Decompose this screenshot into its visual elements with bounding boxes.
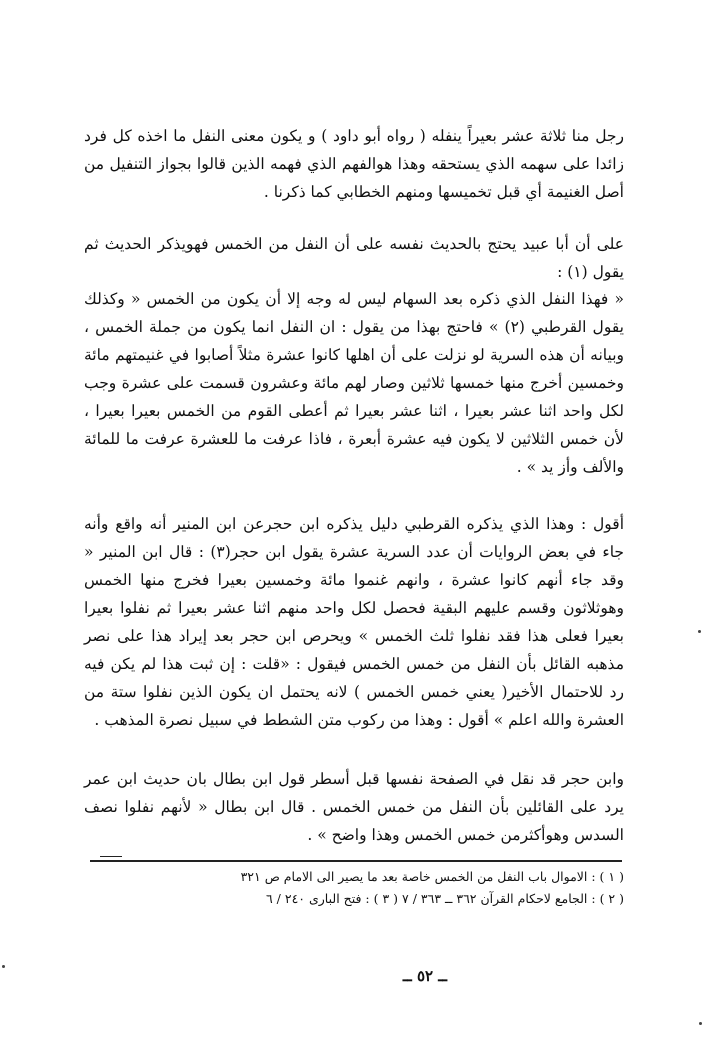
margin-speck (2, 965, 5, 968)
paragraph-1: رجل منا ثلاثة عشر بعيراً ينفله ( رواه أبو داود ) و يكون معنى النفل ما اخذه كل فرد زائدا على سهمه الذي يستحقه وهذا هوالفهم الذي فهمه الذين قالوا بجواز التنفيل من أصل الغنيمة أي قبل تخميسها ومنهم الخطابي كما ذكرنا . (84, 127, 624, 201)
page-number: ــ ٥٢ ــ (402, 967, 448, 985)
footnote-2: ( ٢ ) : الجامع لاحكام القرآن ٣٦٢ ــ ٣٦٣ / ٧ ( ٣ ) : فتح البارى ٢٤٠ / ٦ (265, 891, 624, 906)
margin-speck (698, 630, 701, 633)
footnote-divider-accent (100, 856, 122, 857)
paragraph-5: وابن حجر قد نقل في الصفحة نفسها قبل أسطر قول ابن بطال بان حديث ابن عمر يرد على القائلين بأن النفل من خمس الخمس . قال ابن بطال « لأنهم نفلوا نصف السدس وهوأكثرمن خمس الخمس وهذا واضح » . (84, 770, 624, 844)
paragraph-4: أقول : وهذا الذي يذكره القرطبي دليل يذكره ابن حجرعن ابن المنير أنه واقع وأنه جاء في بعض الروايات أن عدد السرية عشرة يقول ابن حجر(٣) : قال ابن المنير « وقد جاء أنهم كانوا عشرة ، وانهم غنموا مائة وخمسين بعيرا فخرج منها الخمس وهوثلاثون وقسم عليهم البقية فحصل لكل واحد منهم اثنا عشر بعيرا ثم نفلوا بعيرا بعيرا فعلى هذا فقد نفلوا ثلث الخمس » ويحرص ابن حجر بعد إيراد هذا على نصر مذهبه القائل بأن النفل من خمس الخمس فيقول : «قلت : إن ثبت هذا لم يكن فيه رد للاحتمال الأخير( يعني خمس الخمس ) لانه يحتمل ان يكون الذين نفلوا ستة من العشرة والله اعلم » أقول : وهذا من ركوب متن الشطط في سبيل نصرة المذهب . (84, 515, 624, 729)
paragraph-2: على أن أبا عبيد يحتج بالحديث نفسه على أن النفل من الخمس فهويذكر الحديث ثم يقول (١) : (84, 235, 624, 281)
paragraph-3-quote: « فهذا النفل الذي ذكره بعد السهام ليس له وجه إلا أن يكون من الخمس « وكذلك يقول القرطبي (٢) » فاحتج بهذا من يقول : ان النفل انما يكون من جملة الخمس ، وبيانه أن هذه السرية لو نزلت على أن اهلها كانوا عشرة مثلاً أصابوا في غنيمتهم مائة وخمسين أخرج منها خمسها ثلاثين وصار لهم مائة وعشرون قسمت على عشرة وجب لكل واحد اثنا عشر بعيرا ، اثنا عشر بعيرا ثم أعطى القوم من الخمس بعيرا بعيرا ، لأن خمس الثلاثين لا يكون فيه عشرة أبعرة ، فاذا عرفت ما للعشرة عرفت ما للمائة والألف وأز يد » . (84, 290, 624, 476)
footnote-1: ( ١ ) : الاموال باب النفل من الخمس خاصة بعد ما يصير الى الامام ص ٣٢١ (240, 869, 624, 884)
footnote-divider (90, 860, 622, 862)
footnotes (210, 866, 624, 910)
margin-speck (699, 1022, 702, 1025)
